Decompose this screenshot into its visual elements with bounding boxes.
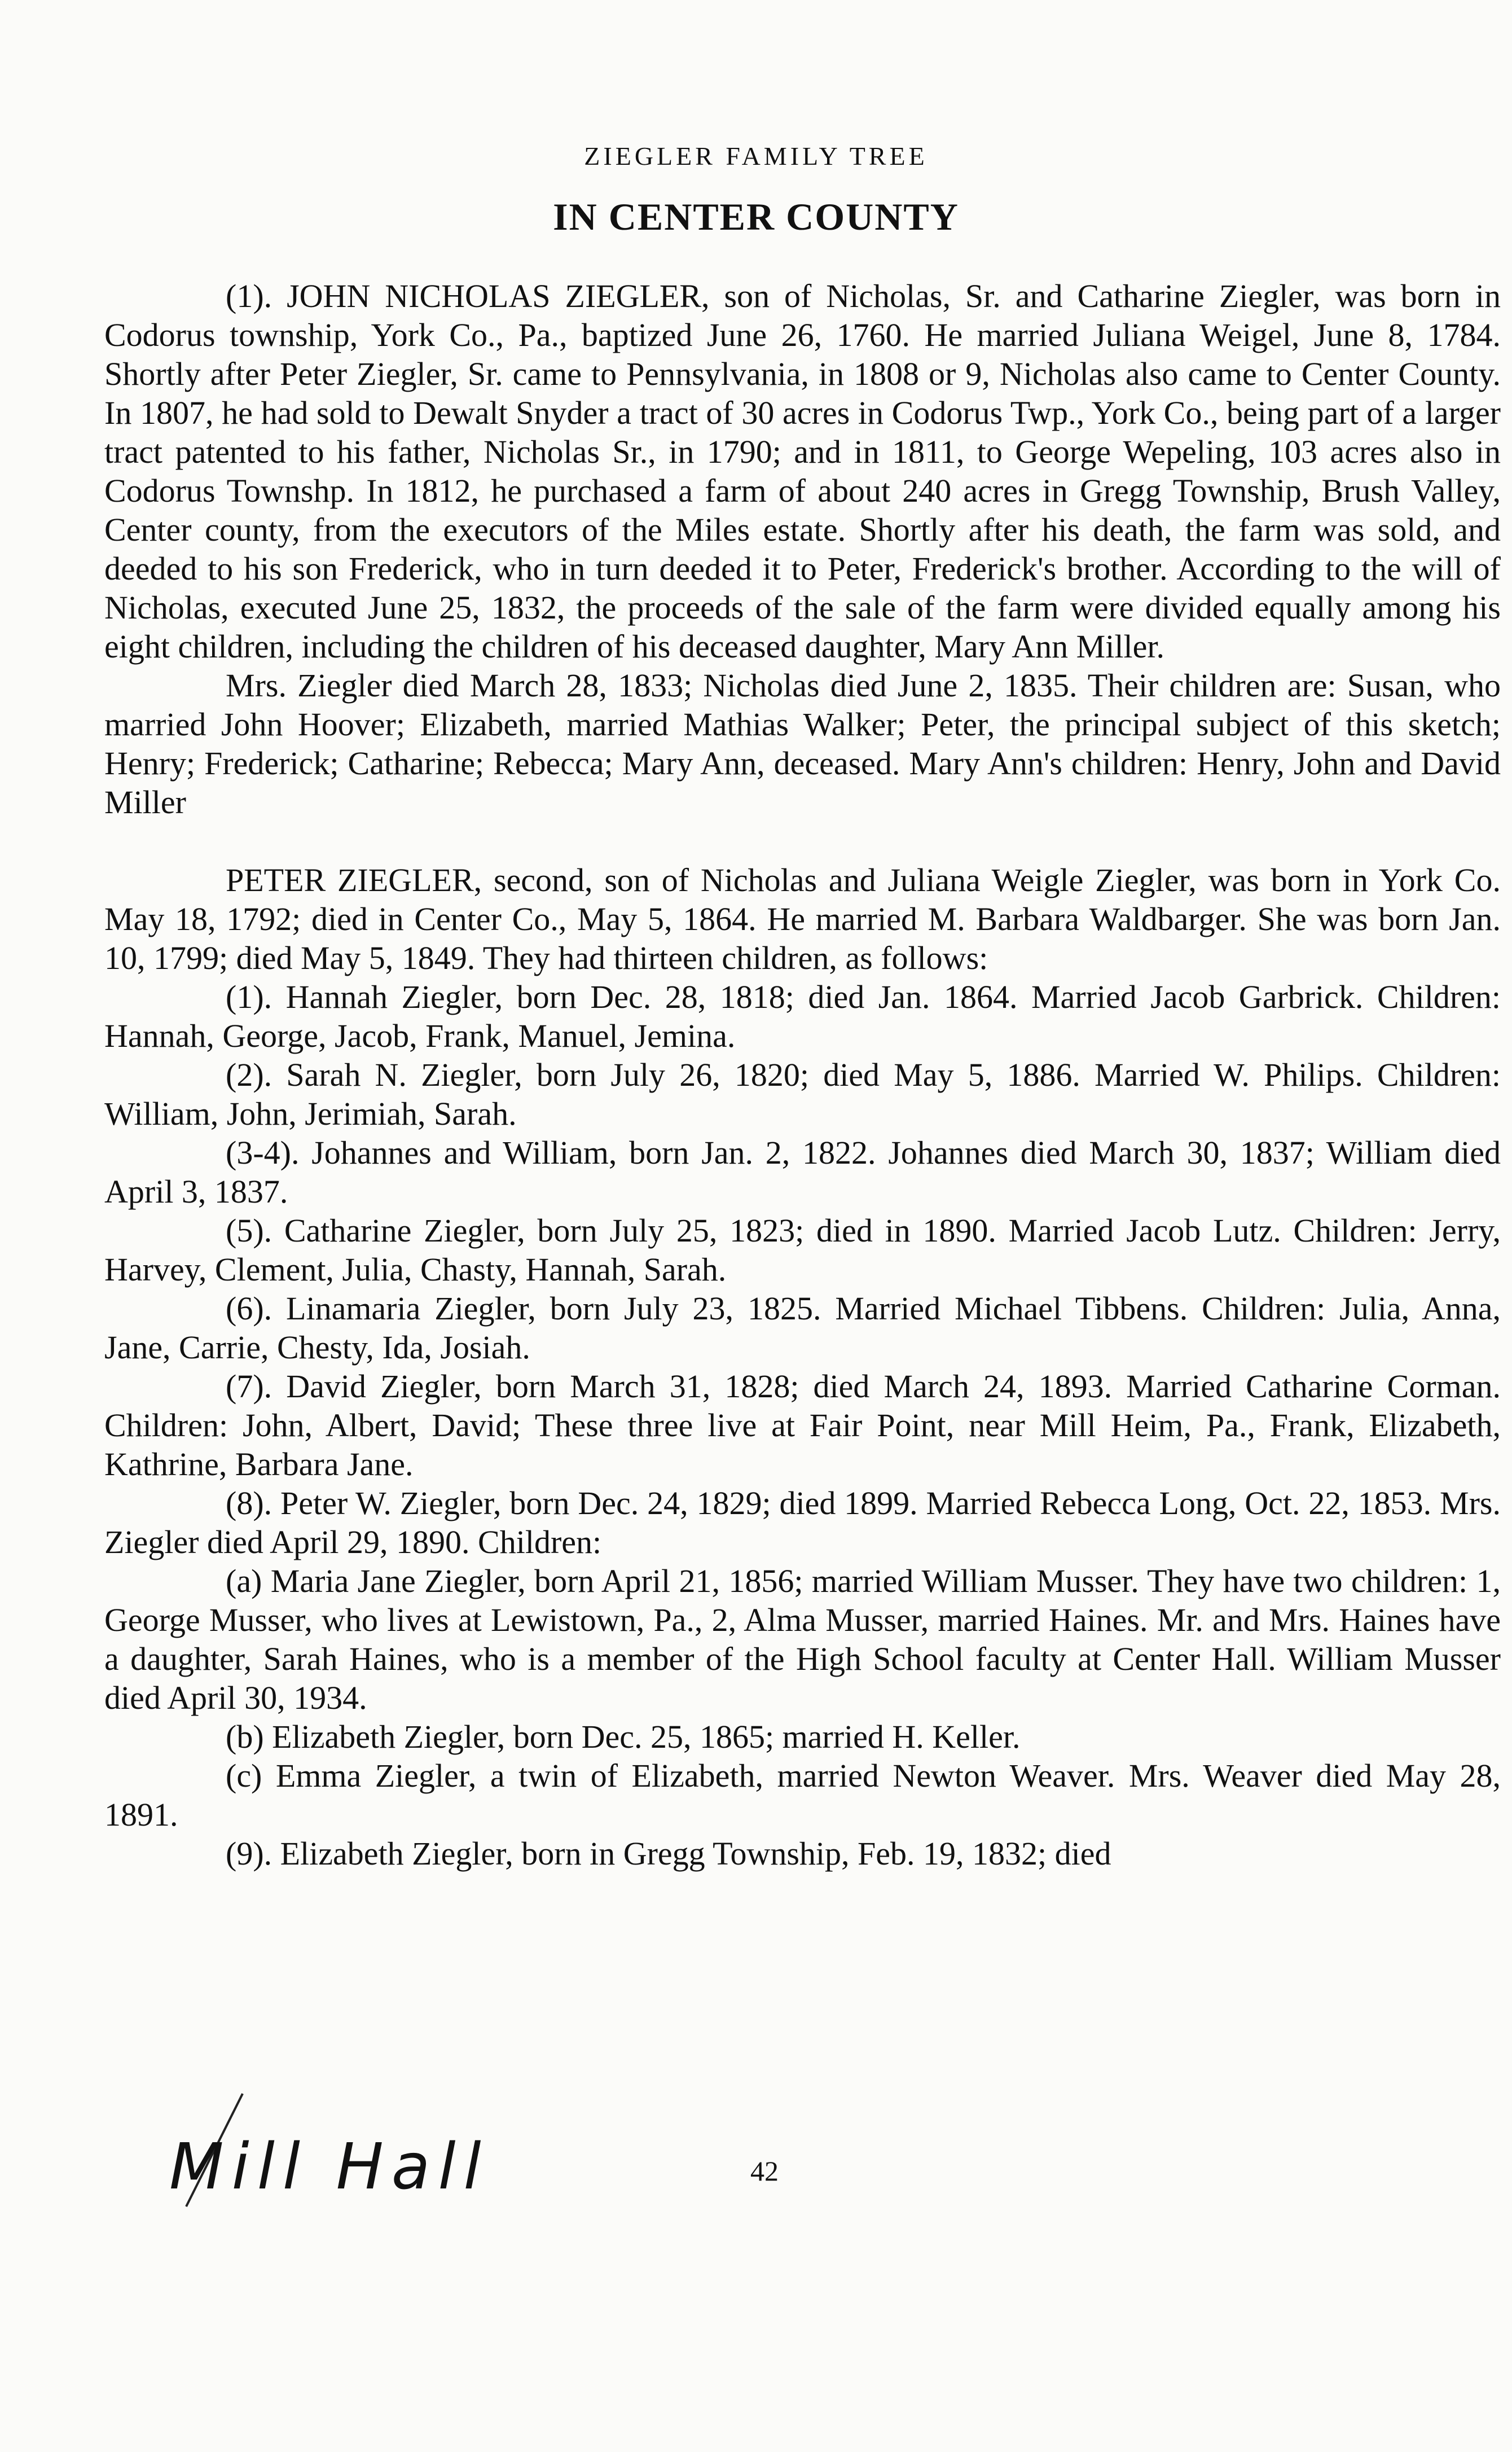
handwritten-note: Mill Hall [169, 2130, 489, 2204]
document-subtitle: IN CENTER COUNTY [553, 195, 959, 238]
list-item: (1). Hannah Ziegler, born Dec. 28, 1818; died Jan. 1864. Married Jacob Garbrick. Children: Hannah, George, Jacob, Frank, Manuel, Jemina. [104, 979, 1501, 1054]
document-title: ZIEGLER FAMILY TREE [584, 142, 928, 170]
list-item: (3-4). Johannes and William, born Jan. 2, 1822. Johannes died March 30, 1837; William died April 3, 1837. [104, 1134, 1501, 1210]
list-item: (8). Peter W. Ziegler, born Dec. 24, 1829; died 1899. Married Rebecca Long, Oct. 22, 1853. Mrs. Ziegler died April 29, 1890. Children: [104, 1485, 1501, 1560]
list-item: (2). Sarah N. Ziegler, born July 26, 1820; died May 5, 1886. Married W. Philips. Children: William, John, Jerimiah, Sarah. [104, 1056, 1501, 1132]
list-item: (9). Elizabeth Ziegler, born in Gregg Township, Feb. 19, 1832; died [226, 1835, 1111, 1872]
paragraph-peter-ziegler: PETER ZIEGLER, second, son of Nicholas and Juliana Weigle Ziegler, was born in York Co. May 18, 1792; died in Center Co., May 5, 1864. He married M. Barbara Waldbarger. She was born Jan. 10, 1799; died May 5, 1849. They had thirteen children, as follows: [104, 862, 1501, 976]
paragraph-john-nicholas: (1). JOHN NICHOLAS ZIEGLER, son of Nicholas, Sr. and Catharine Ziegler, was born in Codorus township, York Co., Pa., baptized June 26, 1760. He married Juliana Weigel, June 8, 1784. Shortly after Peter Ziegler, Sr. came to Pennsylvania, in 1808 or 9, Nicholas also came to Center County. In 1807, he had sold to Dewalt Snyder a tract of 30 acres in Codorus Twp., York Co., being part of a larger tract patented to his father, Nicholas Sr., in 1790; and in 1811, to George Wepeling, 103 acres also in Codorus Townshp. In 1812, he purchased a farm of about 240 acres in Gregg Township, Brush Valley, Center county, from the executors of the Miles estate. Shortly after his death, the farm was sold, and deeded to his son Frederick, who in turn deeded it to Peter, Frederick's brother. According to the will of Nicholas, executed June 25, 1832, the proceeds of the sale of the farm were divided equally among his eight children, including the children of his deceased daughter, Mary Ann Miller. [104, 278, 1501, 665]
paragraph-death-and-children: Mrs. Ziegler died March 28, 1833; Nicholas died June 2, 1835. Their children are: Susan, who married John Hoover; Elizabeth, married Mathias Walker; Peter, the principal subject of this sketch; Henry; Frederick; Catharine; Rebecca; Mary Ann, deceased. Mary Ann's children: Henry, John and David Miller [104, 667, 1501, 821]
list-item: (b) Elizabeth Ziegler, born Dec. 25, 1865; married H. Keller. [226, 1718, 1021, 1755]
list-item: (a) Maria Jane Ziegler, born April 21, 1856; married William Musser. They have two children: 1, George Musser, who lives at Lewistown, Pa., 2, Alma Musser, married Haines. Mr. and Mrs. Haines have a daughter, Sarah Haines, who is a member of the High School faculty at Center Hall. William Musser died April 30, 1934. [104, 1563, 1501, 1716]
list-item: (5). Catharine Ziegler, born July 25, 1823; died in 1890. Married Jacob Lutz. Children: Jerry, Harvey, Clement, Julia, Chasty, Hannah, Sarah. [104, 1212, 1501, 1288]
list-item: (c) Emma Ziegler, a twin of Elizabeth, married Newton Weaver. Mrs. Weaver died May 28, 1891. [104, 1757, 1501, 1833]
page-number: 42 [750, 2155, 779, 2187]
list-item: (7). David Ziegler, born March 31, 1828; died March 24, 1893. Married Catharine Corman. Children: John, Albert, David; These three live at Fair Point, near Mill Heim, Pa., Frank, Elizabeth, Kathrine, Barbara Jane. [104, 1368, 1501, 1482]
list-item: (6). Linamaria Ziegler, born July 23, 1825. Married Michael Tibbens. Children: Julia, Anna, Jane, Carrie, Chesty, Ida, Josiah. [104, 1290, 1501, 1366]
document-body [104, 277, 1501, 1873]
